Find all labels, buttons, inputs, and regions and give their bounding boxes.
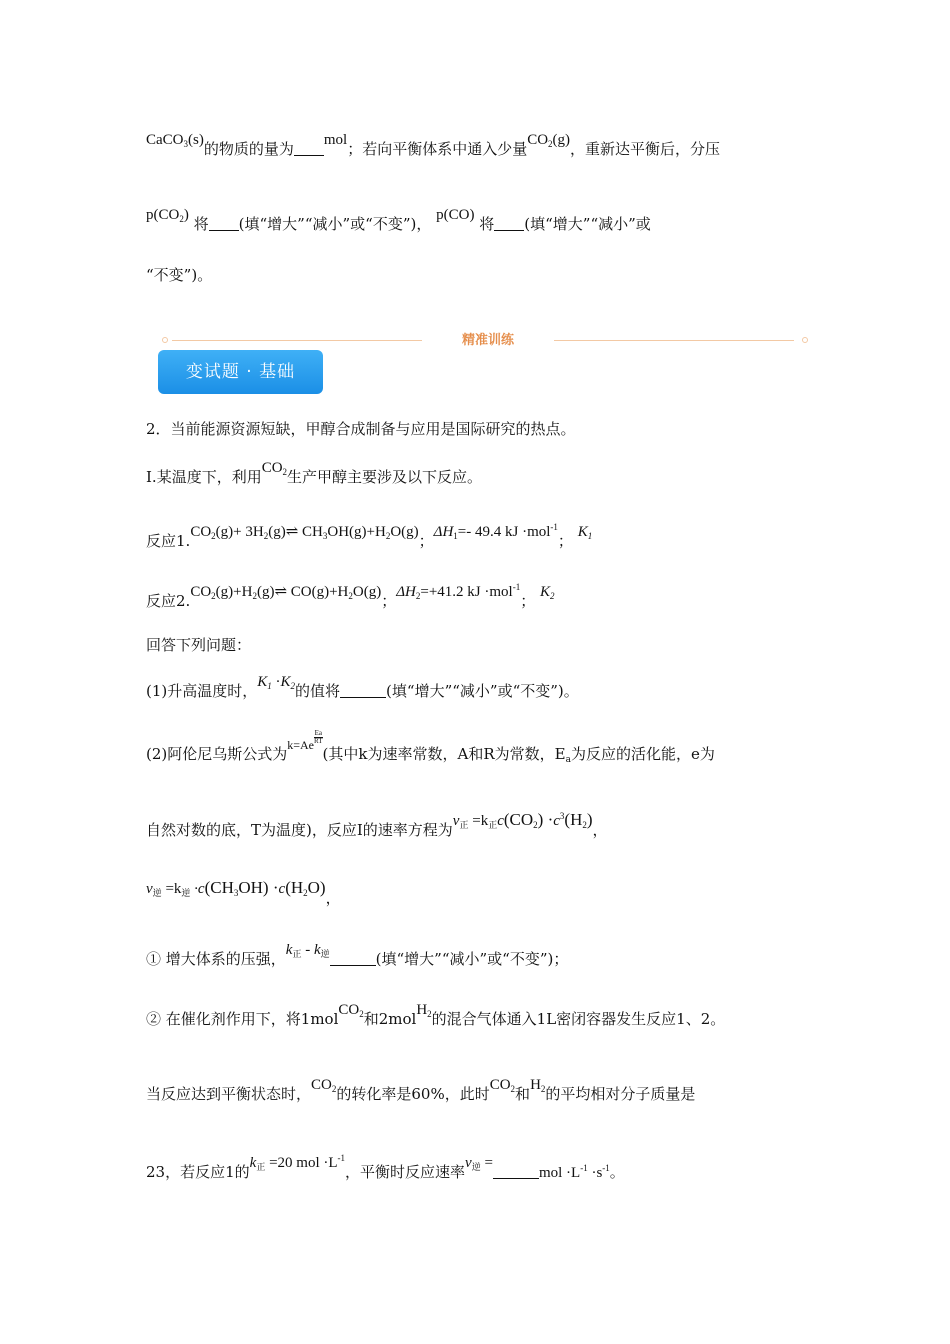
answer-blank[interactable] bbox=[294, 139, 324, 156]
rate-equation-forward: $v_正 =k_正c(CO_2) \cdot c^3(H_2)$ bbox=[452, 810, 593, 830]
answer-blank[interactable] bbox=[330, 949, 376, 966]
text-line: CaCO$_3$(s)的物质的量为 mol；若向平衡体系中通入少量$CO_2(g)$，重新达平衡后，分压 bbox=[146, 132, 721, 158]
question-intro: 2．当前能源资源短缺，甲醇合成制备与应用是国际研究的热点。 bbox=[146, 420, 576, 438]
section-badge: 变试题 · 基础 bbox=[158, 350, 323, 394]
text-line: I.某温度下，利用$CO_2$生产甲醇主要涉及以下反应。 bbox=[146, 460, 483, 486]
sub-question-2-1: ① 增大体系的压强，$k_正 - k_逆$ (填“增大”“减小”或“不变”)； bbox=[146, 942, 569, 968]
sub-question-1: (1)升高温度时，$K_1 \cdot K_2$的值将 (填“增大”“减小”或“不变”)。 bbox=[146, 674, 579, 700]
equation: $CO_2(g)+H_2(g)\rightleftharpoons$ $CO(g)+H_2O(g)$ bbox=[190, 584, 382, 601]
answer-blank[interactable] bbox=[494, 214, 524, 231]
answer-blank[interactable] bbox=[340, 681, 386, 698]
sub-question-2-2: ② 在催化剂作用下，将1molCO$_2$和2molH$_2$的混合气体通入1L密闭容器发生反应1、2。 bbox=[146, 1002, 726, 1028]
answer-blank[interactable] bbox=[209, 214, 239, 231]
text-line: “不变”)。 bbox=[146, 266, 213, 284]
answer-blank[interactable] bbox=[493, 1162, 539, 1179]
banner-label: 精准训练 bbox=[461, 333, 514, 348]
text-line: 23，若反应1的$k_正 =20$ mol $\cdot L^{-1}$，平衡时反应速率$v_逆 =mol \cdot L^{-1} \cdot s^{-1}$。 bbox=[146, 1153, 625, 1181]
reaction-2: 反应$2.CO_2(g)+H_2(g)\rightleftharpoons$ $CO(g)+H_2O(g)$；$\Delta H_2=+41.2$ kJ ·mol$^{-1}$； $K_2$ bbox=[146, 582, 555, 610]
arrhenius-formula: k=Ae Ea RT bbox=[287, 729, 323, 752]
text-line: $p(CO_2)$ 将 (填“增大”“减小”或“不变”)， p(CO) 将 (填“增大”“减小”或 bbox=[146, 207, 651, 233]
equation: $CO_2(g)+$ $3H_2(g)\rightleftharpoons$ $CH_3OH(g)+H_2O(g)$ bbox=[190, 524, 419, 541]
reaction-1: 反应$1.CO_2(g)+$ $3H_2(g)\rightleftharpoons$ $CH_3OH(g)+H_2O(g)$；$\Delta H_1=-$ 49.4 kJ ·mol$^{-1}$； $K_1$ bbox=[146, 522, 593, 550]
rate-equation-reverse: $v_逆 =k_逆 \cdot c(CH_3OH) \cdot c(H_2O)$， bbox=[146, 878, 341, 907]
prompt: 回答下列问题： bbox=[146, 636, 252, 654]
section-banner bbox=[158, 330, 820, 352]
text-line: 自然对数的底，T为温度)，反应I的速率方程为$v_正 =k_正c(CO_2) \cdot c^3(H_2)$， bbox=[146, 810, 608, 839]
text-line: 当反应达到平衡状态时，$CO_2$的转化率是60%，此时$CO_2$和$H_2$的平均相对分子质量是 bbox=[146, 1077, 696, 1103]
sub-question-2: (2)阿伦尼乌斯公式为$^{k=Ae \frac{Ea}{RT}}$ (其中k为速率常数，A和R为常数，$E_a$为反应的活化能，e为 bbox=[146, 729, 715, 765]
